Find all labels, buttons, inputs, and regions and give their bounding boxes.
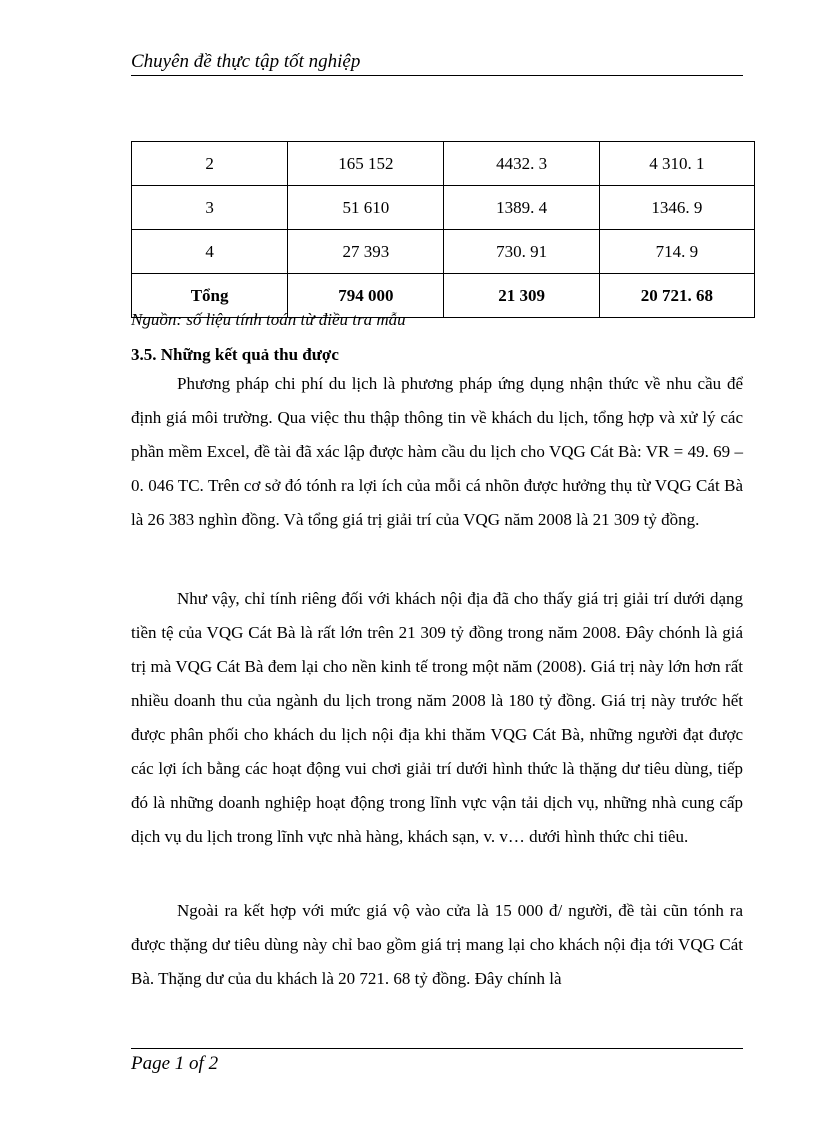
section-heading: 3.5. Những kết quả thu được [131,345,339,364]
table-cell: 1389. 4 [444,186,599,230]
source-note: Nguồn: số liệu tính toán từ điều tra mẫu [131,310,406,329]
table-row [132,230,755,274]
page-header: Chuyên đề thực tập tốt nghiệp [131,50,743,76]
total-cell: 21 309 [444,274,599,318]
table-row [132,142,755,186]
paragraph: Ngoài ra kết hợp với mức giá vộ vào cửa là 15 000 đ/ người, đề tài cũn tónh ra được thặng dư tiêu dùng này chỉ bao gồm giá trị mang lại cho khách nội địa tới VQG Cát Bà. Thặng dư của du khách là 20 721. 68 tỷ đồng. Đây chính là [131,901,743,988]
paragraph: Phương pháp chi phí du lịch là phương pháp ứng dụng nhận thức về nhu cầu để định giá môi trường. Qua việc thu thập thông tin về khách du lịch, tổng hợp và xử lý các phần mềm Excel, đề tài đã xác lập được hàm cầu du lịch cho VQG Cát Bà: VR = 49. 69 – 0. 046 TC. Trên cơ sở đó tónh ra lợi ích của mỗi cá nhõn được hưởng thụ từ VQG Cát Bà là 26 383 nghìn đồng. Và tổng giá trị giải trí của VQG năm 2008 là 21 309 tỷ đồng. [131,374,743,529]
table-cell: 165 152 [288,142,444,186]
table-cell: 4 [132,230,288,274]
table-cell: 4 310. 1 [599,142,754,186]
table-cell: 4432. 3 [444,142,599,186]
total-cell: 794 000 [288,274,444,318]
table-cell: 2 [132,142,288,186]
table-cell: 3 [132,186,288,230]
table-row [132,186,755,230]
table-cell: 1346. 9 [599,186,754,230]
table-cell: 730. 91 [444,230,599,274]
paragraph: Như vậy, chỉ tính riêng đối với khách nội địa đã cho thấy giá trị giải trí dưới dạng tiền tệ của VQG Cát Bà là rất lớn trên 21 309 tỷ đồng trong năm 2008. Đây chónh là giá trị mà VQG Cát Bà đem lại cho nền kinh tế trong một năm (2008). Giá trị này lớn hơn rất nhiều doanh thu của ngành du lịch trong năm 2008 là 180 tỷ đồng. Giá trị này trước hết được phân phối cho khách du lịch nội địa khi thăm VQG Cát Bà, những người đạt được các lợi ích bằng các hoạt động vui chơi giải trí dưới hình thức là thặng dư tiêu dùng, tiếp đó là những doanh nghiệp hoạt động trong lĩnh vực vận tải dịch vụ, những nhà cung cấp dịch vụ du lịch trong lĩnh vực nhà hàng, khách sạn, v. v… dưới hình thức chi tiêu. [131,589,743,846]
table-cell: 27 393 [288,230,444,274]
results-table [131,141,755,318]
table-cell: 51 610 [288,186,444,230]
table-cell: 714. 9 [599,230,754,274]
total-cell: 20 721. 68 [599,274,754,318]
total-label-cell: Tổng [132,274,288,318]
page-footer: Page 1 of 2 [131,1048,743,1076]
